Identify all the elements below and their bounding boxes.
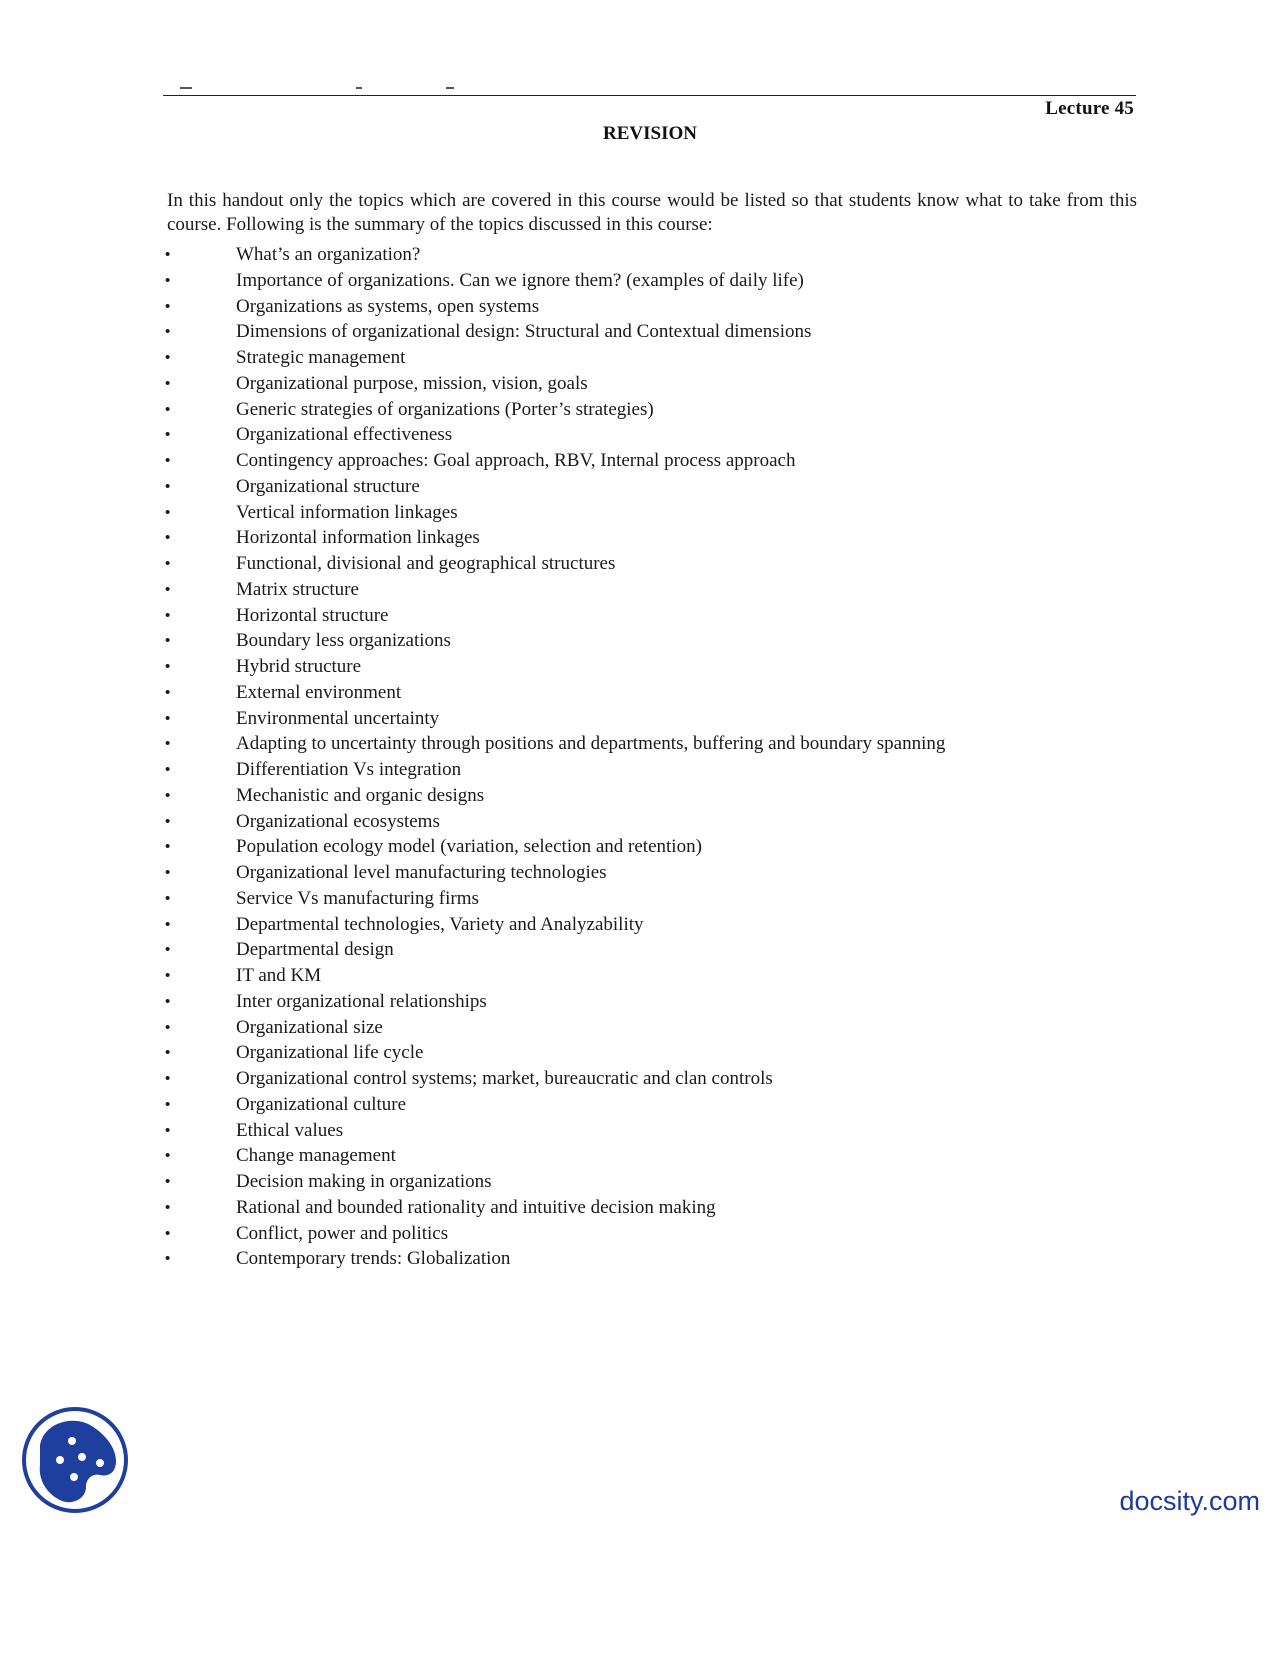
intro-paragraph: In this handout only the topics which are covered in this course would be listed so that students know what to take from this course. Following is the summary of the topics discussed in this course: [167,190,1137,235]
bullet-icon: • [165,452,171,469]
topic-text: Strategic management [236,347,406,368]
topic-text: Inter organizational relationships [236,990,487,1012]
topic-text: Horizontal information linkages [236,527,480,549]
bullet-icon: • [165,349,171,366]
bullet-icon: • [165,812,171,830]
topic-text: Departmental design [236,939,394,961]
topic-text: Matrix structure [236,578,359,600]
topic-text: Differentiation Vs integration [236,759,462,780]
topic-text: Contingency approaches: Goal approach, RBV, Internal process approach [236,450,796,471]
bullet-icon: • [165,271,171,289]
logo-dot [56,1456,64,1464]
bullet-icon: • [165,1173,171,1190]
bullet-icon: • [165,1070,171,1087]
bullet-icon: • [165,1044,171,1062]
topic-text: Organizational control systems; market, bureaucratic and clan controls [236,1068,773,1089]
header-rule [163,95,1136,96]
bullet-icon: • [165,555,171,572]
topic-text: Horizontal structure [236,604,389,626]
docsity-logo-icon [20,1405,130,1515]
topic-text: Hybrid structure [236,656,362,677]
topic-text: Adapting to uncertainty through positions and departments, buffering and boundary spanning [236,733,946,755]
topic-text: Importance of organizations. Can we ignore them? (examples of daily life) [236,269,804,291]
logo-dot [68,1437,76,1445]
bullet-icon: • [165,1198,171,1216]
bullet-icon: • [165,709,171,727]
topic-text: Contemporary trends: Globalization [236,1248,511,1270]
bullet-icon: • [165,323,171,341]
topic-text: Organizational life cycle [236,1042,424,1064]
bullet-icon: • [165,761,171,778]
topic-text: Organizational effectiveness [236,424,453,446]
bullet-icon: • [165,1121,171,1139]
bullet-icon: • [165,889,171,907]
topic-text: Organizational culture [236,1093,407,1115]
topic-text: Conflict, power and politics [236,1222,449,1244]
topic-text: Departmental technologies, Variety and Analyzability [236,913,644,935]
bullet-icon: • [165,297,171,315]
docsity-brand-link[interactable]: docsity.com [1119,1486,1260,1516]
topic-text: Environmental uncertainty [236,707,440,729]
bullet-icon: • [165,915,171,933]
bullet-icon: • [165,1018,171,1036]
bullet-icon: • [165,941,171,959]
bullet-icon: • [165,735,171,753]
logo-dot [78,1453,86,1461]
bullet-icon: • [165,606,171,624]
logo-dot [70,1473,78,1481]
topic-text: Organizational level manufacturing technologies [236,862,607,883]
bullet-icon: • [165,246,171,263]
topic-text: Population ecology model (variation, selection and retention) [236,836,702,858]
topic-text: Rational and bounded rationality and intuitive decision making [236,1196,716,1218]
topic-text: Organizational purpose, mission, vision, goals [236,372,588,394]
bullet-icon: • [165,374,171,392]
topic-text: Generic strategies of organizations (Porter’s strategies) [236,398,654,420]
page-title: REVISION [603,123,697,144]
bullet-icon: • [165,658,171,675]
bullet-icon: • [165,426,171,444]
topic-text: What’s an organization? [236,244,421,265]
bullet-icon: • [165,992,171,1010]
topic-text: Service Vs manufacturing firms [236,887,479,909]
bullet-icon: • [165,580,171,598]
topic-text: Organizational size [236,1016,383,1038]
bullet-icon: • [165,400,171,418]
bullet-icon: • [165,1147,171,1165]
topic-text: External environment [236,681,402,703]
bullet-icon: • [165,477,171,495]
topic-text: Ethical values [236,1119,344,1141]
topic-text: Change management [236,1145,396,1167]
bullet-icon: • [165,1095,171,1113]
topic-text: Vertical information linkages [236,501,458,523]
logo-dot [96,1459,104,1467]
bullet-icon: • [165,632,171,650]
bullet-icon: • [165,503,171,521]
topic-text: Dimensions of organizational design: Structural and Contextual dimensions [236,321,812,343]
bullet-icon: • [165,786,171,804]
bullet-icon: • [165,1224,171,1242]
bullet-icon: • [165,529,171,547]
bullet-icon: • [165,967,171,984]
bullet-icon: • [165,864,171,881]
header-running-text-fragment [180,84,480,90]
lecture-number: Lecture 45 [1045,98,1134,119]
topic-text: Boundary less organizations [236,630,451,652]
bullet-icon: • [165,683,171,701]
topic-text: Decision making in organizations [236,1171,492,1192]
bullet-icon: • [165,1250,171,1268]
bullet-icon: • [165,838,171,856]
topic-text: Organizational structure [236,475,420,497]
topic-text: IT and KM [236,965,322,986]
topic-text: Organizational ecosystems [236,810,440,832]
topic-text: Organizations as systems, open systems [236,295,540,317]
topic-text: Functional, divisional and geographical structures [236,553,616,574]
topic-text: Mechanistic and organic designs [236,784,485,806]
